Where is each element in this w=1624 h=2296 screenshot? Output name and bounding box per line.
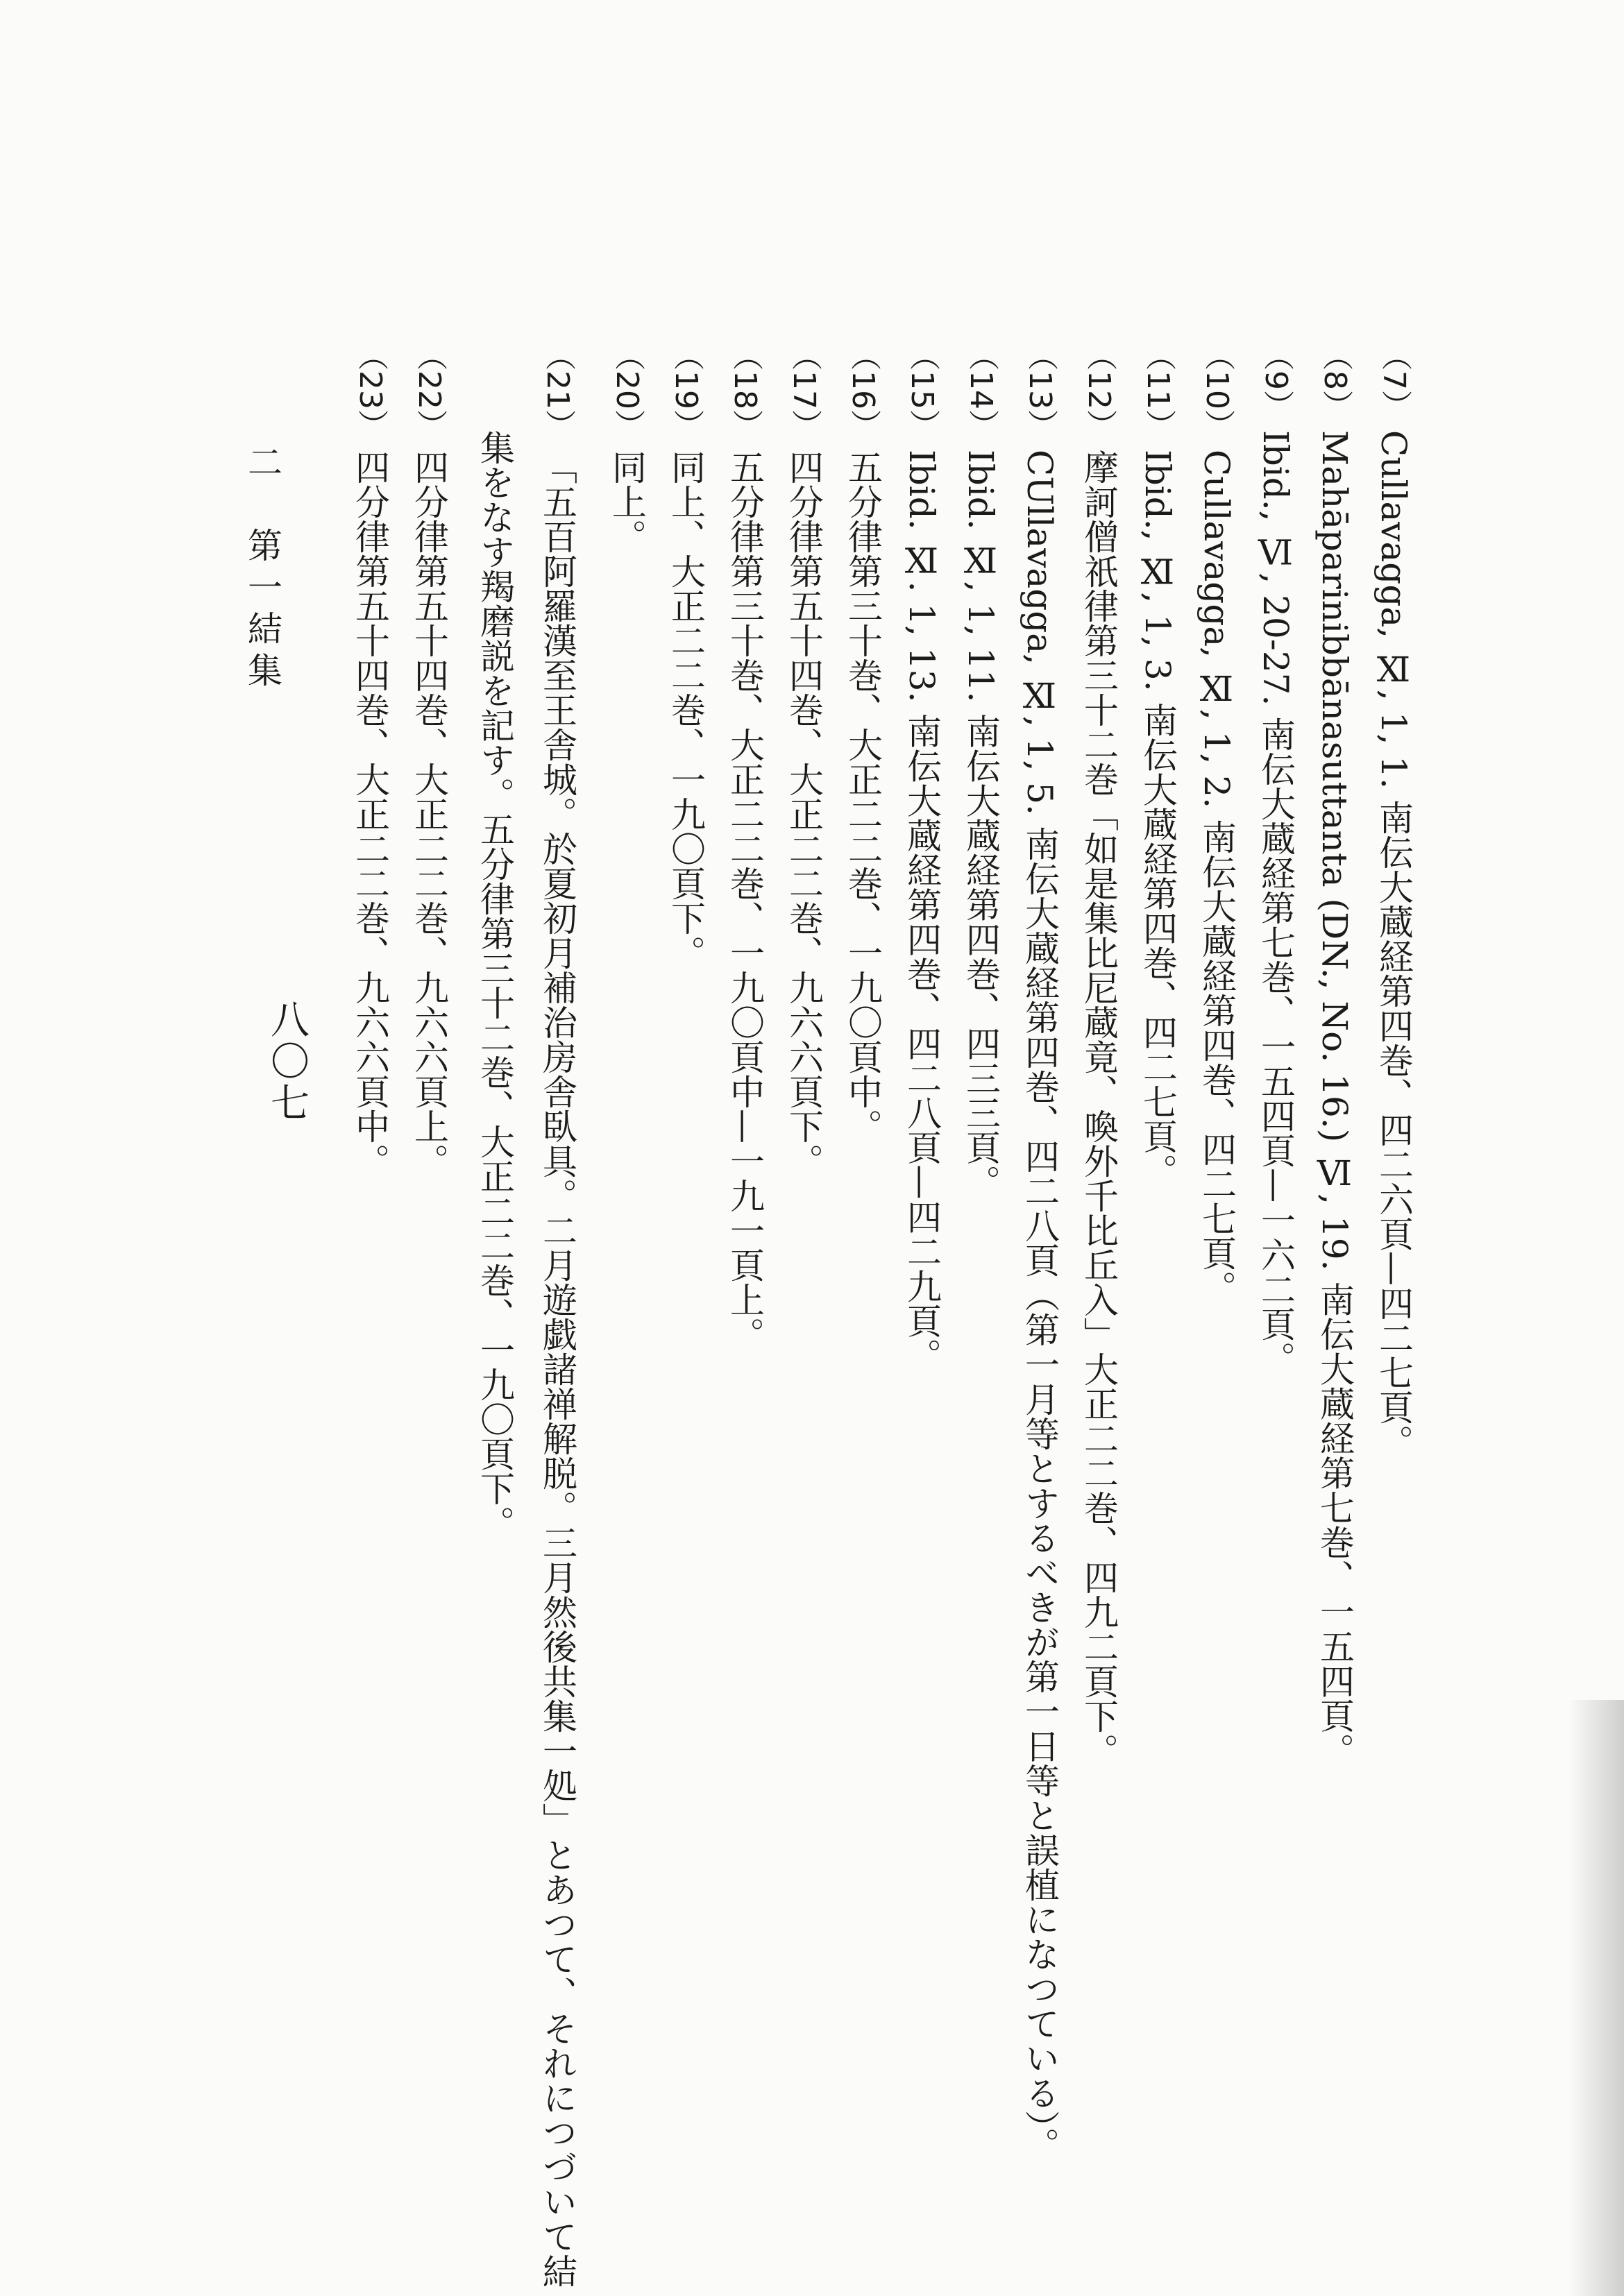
footnote-text: CUllavagga, Ⅺ, 1, 5. 南伝大蔵経第四巻、四二八頁（第一月等とするべきが第一日等と誤植になつている）。 <box>1020 450 1060 2162</box>
footnote-22 <box>406 340 452 1178</box>
footnote-number: （7） <box>1376 340 1412 420</box>
footnote-number: （14） <box>963 340 999 440</box>
footnote-number: （9） <box>1258 340 1294 420</box>
footnote-number: （11） <box>1140 340 1176 440</box>
footnote-number: （12） <box>1081 340 1117 440</box>
footnote-number: （13） <box>1022 340 1058 440</box>
footnote-20 <box>604 340 650 554</box>
footnote-text: Mahāparinibbānasuttanta (DN., No. 16.) Ⅵ, 19. 南伝大蔵経第七巻、一五四頁。 <box>1314 430 1355 1768</box>
footnote-text: 四分律第五十四巻、大正二二巻、九六六頁中。 <box>350 450 390 1178</box>
footnote-18 <box>722 340 768 1352</box>
footnote-text: 集をなす羯磨説を記す。五分律第三十二巻、大正二二巻、一九〇頁下。 <box>475 430 515 1540</box>
footnote-number: （15） <box>904 340 940 440</box>
footnote-text: Ibid., Ⅺ, 1, 3. 南伝大蔵経第四巻、四二七頁。 <box>1137 450 1178 1189</box>
footnote-number: （8） <box>1317 340 1353 420</box>
footnote-11 <box>1135 340 1181 1188</box>
footnote-text: 五分律第三十巻、大正二二巻、一九〇頁中—一九一頁上。 <box>725 450 765 1352</box>
footnote-text: Ibid. Ⅺ, 1, 11. 南伝大蔵経第四巻、四三三頁。 <box>961 450 1001 1200</box>
footnote-number: （23） <box>353 340 388 440</box>
footnote-text: 四分律第五十四巻、大正二二巻、九六六頁下。 <box>784 450 824 1178</box>
footnote-text: 「五百阿羅漢至王舎城。於夏初月補治房舎臥具。二月遊戯諸禅解脱。三月然後共集一処」とあつて、それにつづいて結 <box>537 450 577 2288</box>
footnote-text: 五分律第三十巻、大正二二巻、一九〇頁中。 <box>843 450 883 1143</box>
footnote-19 <box>663 340 709 970</box>
footnote-number: （16） <box>845 340 881 440</box>
footnote-14 <box>958 340 1004 1199</box>
footnote-number: （22） <box>412 340 447 440</box>
footnote-number: （21） <box>540 340 575 440</box>
footnote-text: 四分律第五十四巻、大正二二巻、九六六頁上。 <box>409 450 449 1178</box>
page-number: 八〇七 <box>264 999 310 1124</box>
footnote-17 <box>781 340 827 1178</box>
footnote-text: Ibid., Ⅵ, 20-27. 南伝大蔵経第七巻、一五四頁—一六二頁。 <box>1255 430 1296 1377</box>
footnote-21 <box>534 340 580 2288</box>
footnote-15 <box>899 340 945 1372</box>
scan-shadow <box>1568 1700 1624 2296</box>
footnote-text: Cullavagga, Ⅺ, 1, 2. 南伝大蔵経第四巻、四二七頁。 <box>1196 450 1237 1305</box>
footnote-12 <box>1076 340 1122 1768</box>
footnote-text: 同上。 <box>607 450 647 554</box>
footnote-8 <box>1312 340 1357 1767</box>
footnote-16 <box>840 340 886 1143</box>
footnote-9 <box>1253 340 1299 1376</box>
footnote-text: 同上、大正二二巻、一九〇頁下。 <box>666 450 706 970</box>
footnote-21-continued <box>472 430 518 1540</box>
footnote-13 <box>1017 340 1063 2162</box>
footnote-text: Ibid. Ⅺ. 1, 13. 南伝大蔵経第四巻、四二八頁—四二九頁。 <box>902 450 942 1373</box>
footnote-number: （19） <box>668 340 704 440</box>
running-header: 二 第一結集 <box>242 444 282 694</box>
footnote-text: Cullavagga, Ⅺ, 1, 1. 南伝大蔵経第四巻、四二六頁—四二七頁。 <box>1373 430 1414 1459</box>
footnote-10 <box>1194 340 1240 1305</box>
footnote-number: （18） <box>727 340 763 440</box>
footnote-number: （20） <box>609 340 645 440</box>
footnote-number: （17） <box>786 340 822 440</box>
footnote-7 <box>1371 340 1416 1459</box>
footnote-23 <box>347 340 393 1178</box>
footnote-text: 摩訶僧祇律第三十二巻「如是集比尼蔵竟、喚外千比丘入」大正二二巻、四九二頁下。 <box>1079 450 1119 1768</box>
footnote-number: （10） <box>1199 340 1235 440</box>
